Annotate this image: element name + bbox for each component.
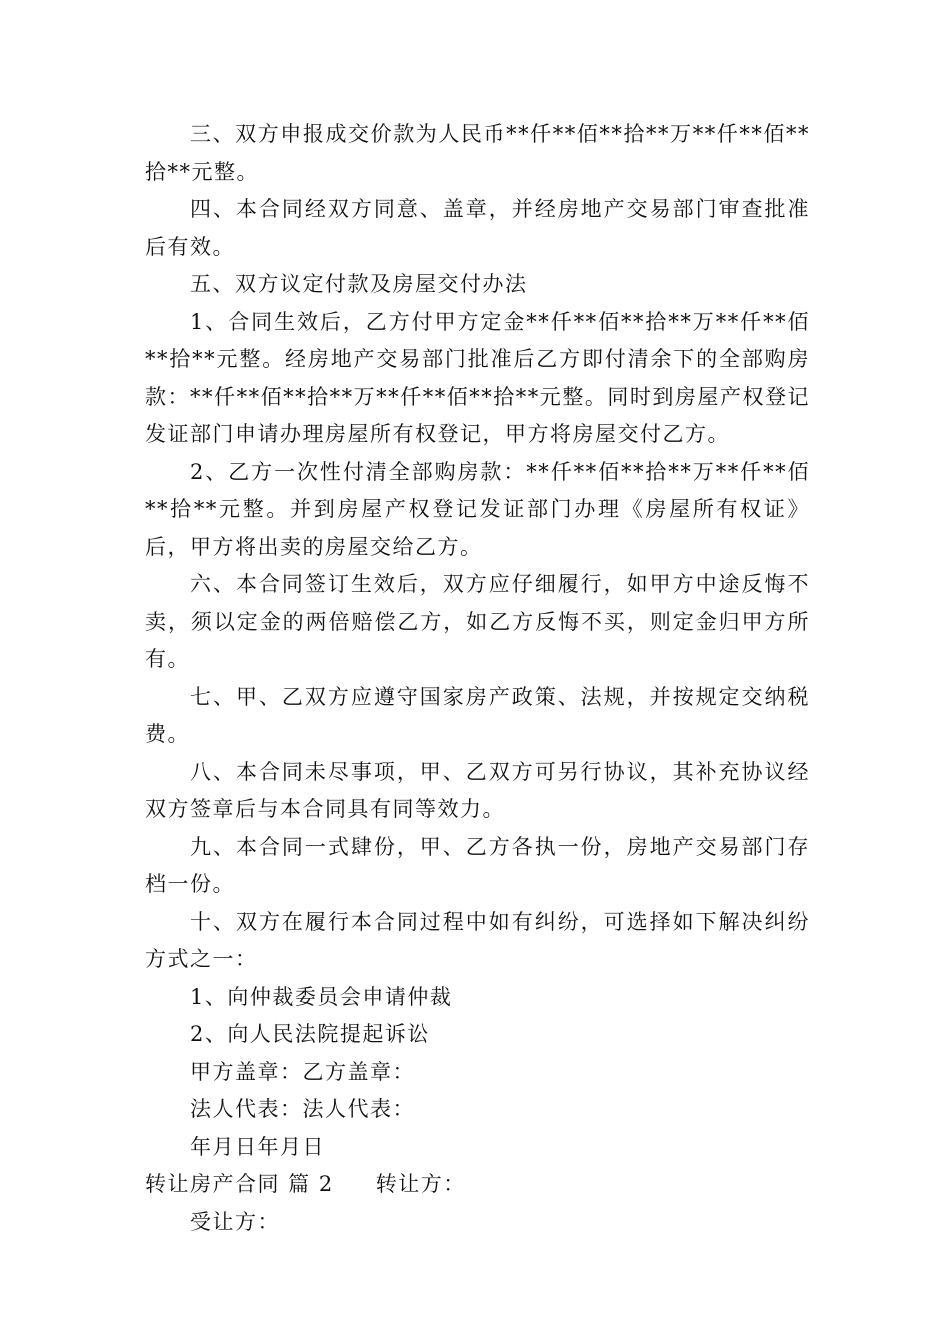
clause-9-copies: 九、本合同一式肆份，甲、乙方各执一份，房地产交易部门存档一份。 xyxy=(145,834,810,896)
clause-6-breach: 六、本合同签订生效后，双方应仔细履行，如甲方中途反悔不卖，须以定金的两倍赔偿乙方，如乙方反悔不买，则定金归甲方所有。 xyxy=(145,572,810,671)
date-line: 年月日年月日 xyxy=(190,1134,325,1159)
section-heading: 转让房产合同 篇 2 xyxy=(145,1172,334,1196)
clause-10-dispute: 十、双方在履行本合同过程中如有纠纷，可选择如下解决纠纷方式之一： xyxy=(145,909,810,971)
clause-5-payment-heading: 五、双方议定付款及房屋交付办法 xyxy=(190,272,528,296)
document-body xyxy=(145,116,810,1241)
seal-line: 甲方盖章：乙方盖章： xyxy=(190,1059,415,1084)
clause-8-supplement: 八、本合同未尽事项，甲、乙双方可另行协议，其补充协议经双方签章后与本合同具有同等效力。 xyxy=(145,759,810,821)
dispute-option-1: 1、向仲裁委员会申请仲裁 xyxy=(190,984,453,1009)
legal-rep-line: 法人代表：法人代表： xyxy=(190,1097,415,1121)
clause-4-validity: 四、本合同经双方同意、盖章，并经房地产交易部门审查批准后有效。 xyxy=(145,197,810,259)
clause-7-tax: 七、甲、乙双方应遵守国家房产政策、法规，并按规定交纳税费。 xyxy=(145,684,810,746)
clause-5-item-2: 2、乙方一次性付清全部购房款：**仟**佰**拾**万**仟**佰**拾**元整。并到房屋产权登记发证部门办理《房屋所有权证》后，甲方将出卖的房屋交给乙方。 xyxy=(145,459,810,559)
dispute-option-2: 2、向人民法院提起诉讼 xyxy=(190,1022,430,1046)
clause-3-price: 三、双方申报成交价款为人民币**仟**佰**拾**万**仟**佰**拾**元整。 xyxy=(145,122,810,184)
section-heading-line xyxy=(145,1166,810,1204)
transferor-label: 转让方： xyxy=(375,1172,466,1196)
clause-5-item-1: 1、合同生效后，乙方付甲方定金**仟**佰**拾**万**仟**佰**拾**元整。经房地产交易部门批准后乙方即付清余下的全部购房款：**仟**佰**拾**万**仟**佰**拾**元整。同时到房屋产权登记发证部门申请办理房屋所有权登记，甲方将房屋交付乙方。 xyxy=(145,309,810,446)
transferee-label: 受让方： xyxy=(190,1209,280,1234)
